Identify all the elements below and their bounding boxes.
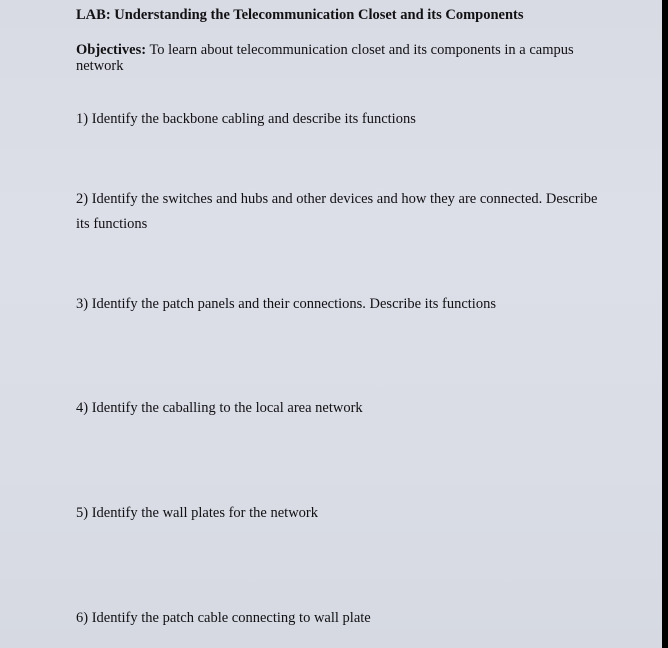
question-1: 1) Identify the backbone cabling and describe its functions xyxy=(76,111,416,127)
question-6: 6) Identify the patch cable connecting to wall plate xyxy=(76,610,371,626)
objectives-label: Objectives: xyxy=(76,42,147,58)
objectives-text-continued: network xyxy=(76,58,124,74)
lab-title: LAB: Understanding the Telecommunication Closet and its Components xyxy=(76,7,524,23)
objectives-line xyxy=(76,41,574,59)
question-3: 3) Identify the patch panels and their connections. Describe its functions xyxy=(76,296,496,312)
objectives-text: To learn about telecommunication closet and its components in a campus xyxy=(149,42,574,58)
question-4: 4) Identify the caballing to the local area network xyxy=(76,400,363,416)
question-2-continued: its functions xyxy=(76,216,148,232)
question-5: 5) Identify the wall plates for the network xyxy=(76,505,318,521)
question-2: 2) Identify the switches and hubs and other devices and how they are connected. Describe xyxy=(76,191,598,207)
